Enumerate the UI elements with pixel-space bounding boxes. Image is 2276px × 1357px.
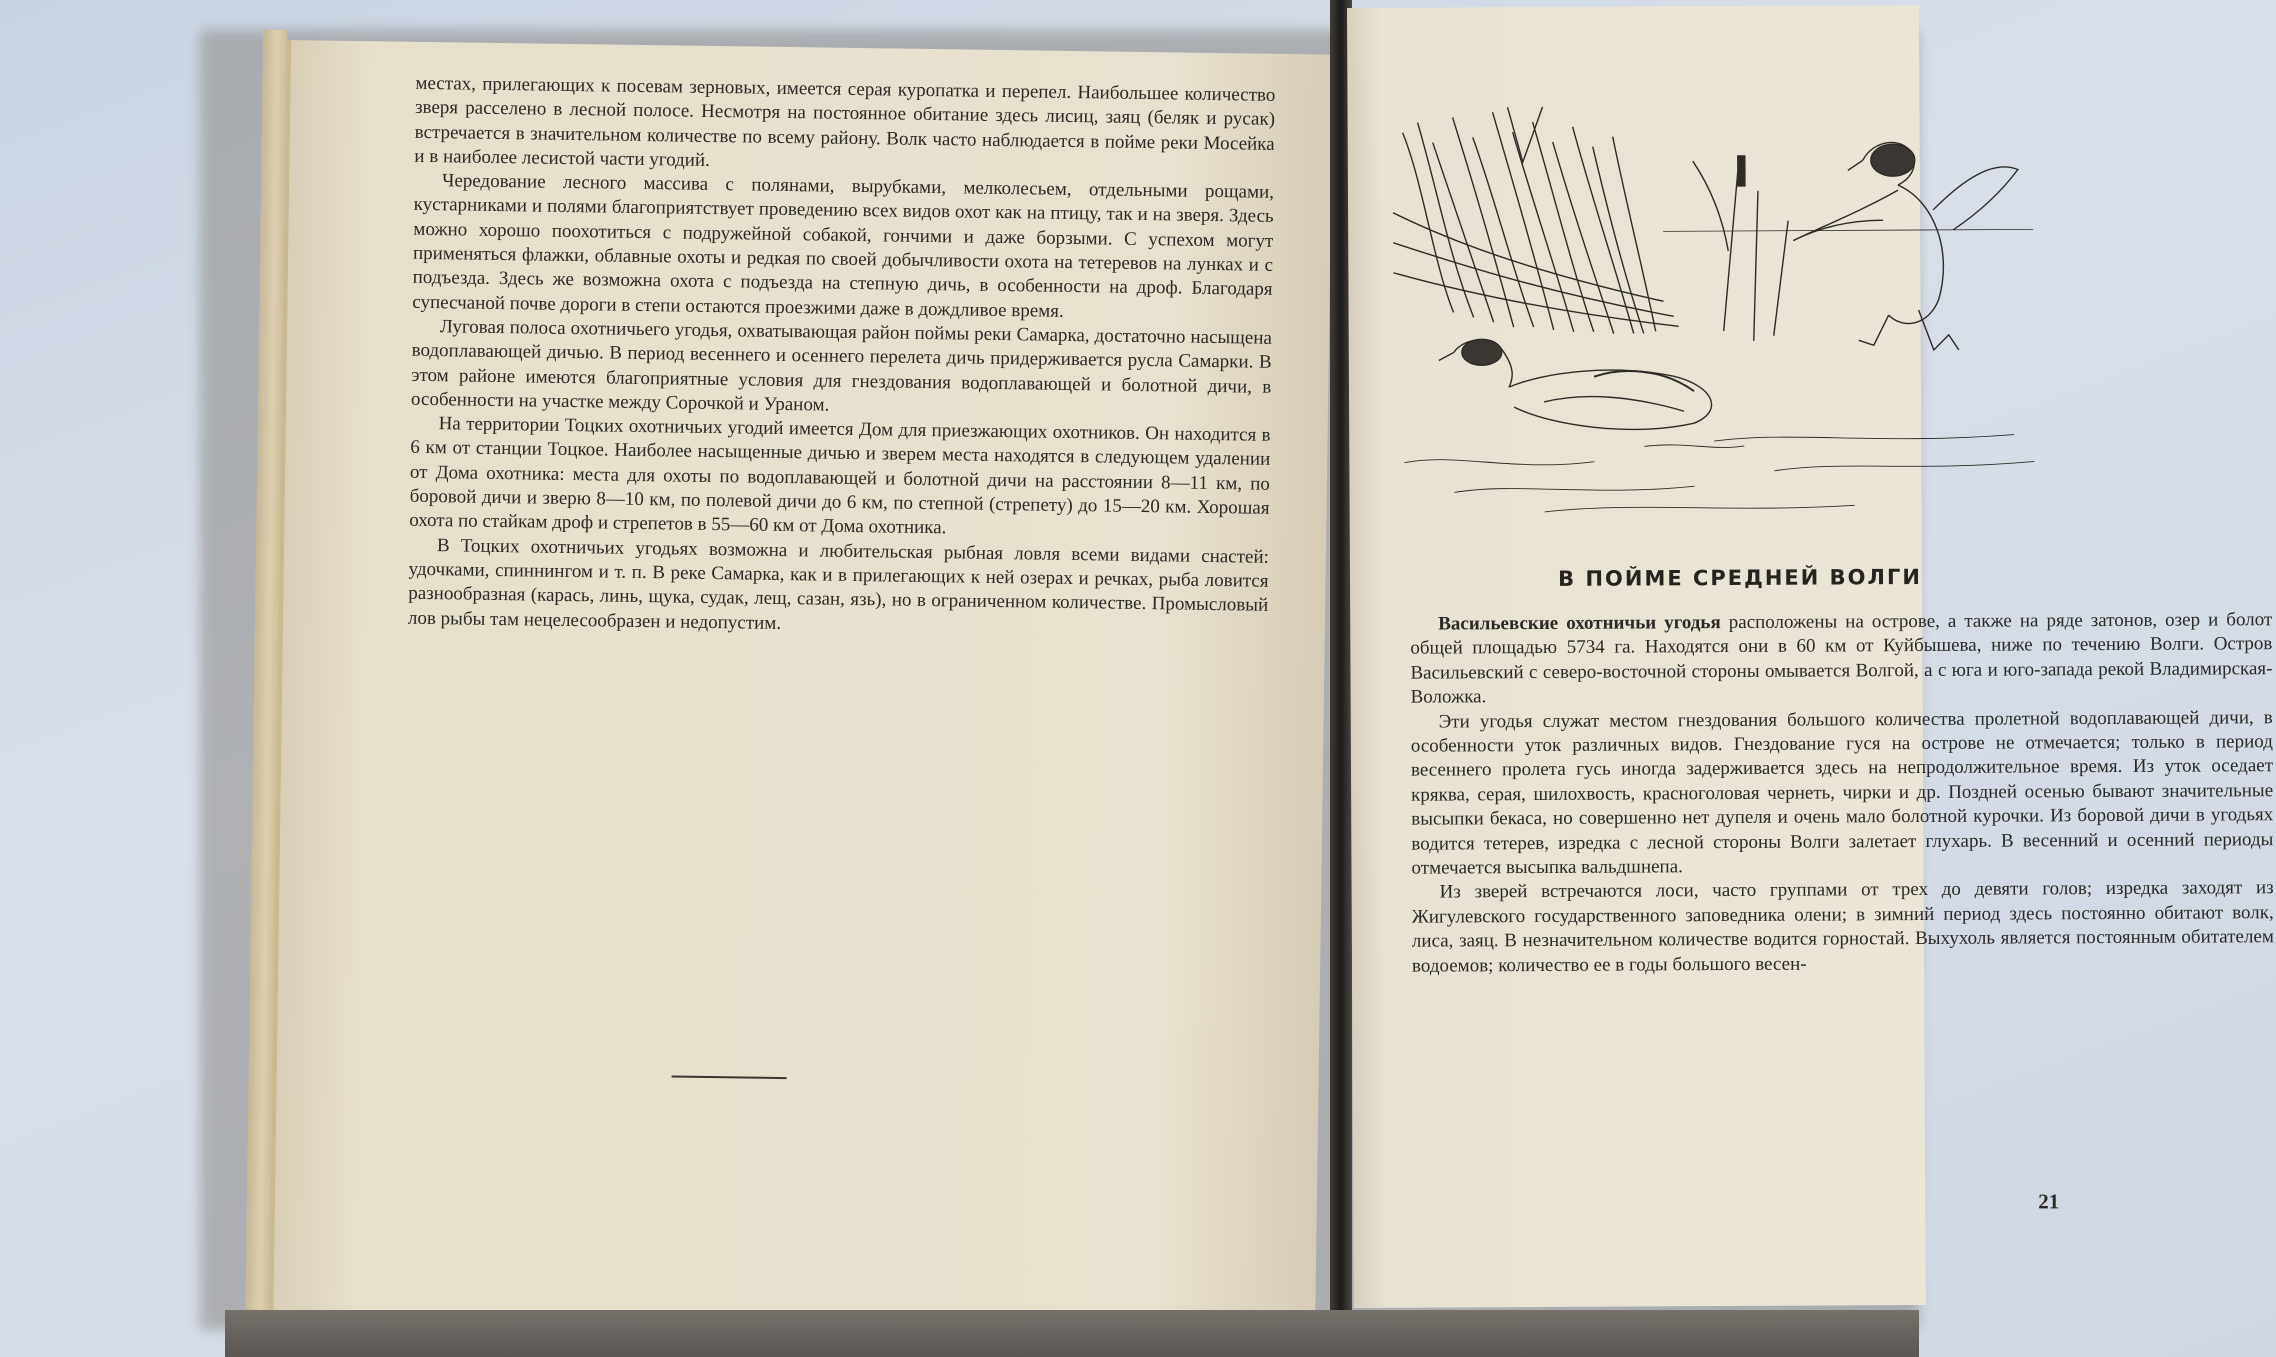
paragraph: Луговая полоса охотничьего угодья, охватывающая район поймы реки Самарка, достаточно насыщена водоплавающей дичью. В период весеннего и осеннего перелета дичь придерживается русла Самарки. В этом районе имеются благоприятные условия для гнездования водоплавающей и болотной дичи, в особенности на участке между Сорочкой и Ураном. [410, 316, 1273, 416]
lead-paragraph [1410, 608, 2272, 710]
paragraph: местах, прилегающих к посевам зерновых, имеется серая куропатка и перепел. Наибольшее количество зверя расселено в лесной полосе. Несмотря на постоянное обитание здесь лисиц, заяц (беляк и русак) встречается в значительном количестве по всему району. Волк часто наблюдается в пойме реки Мосейка и в наиболее лесистой части угодий. [414, 72, 1276, 171]
section-heading: В ПОЙМЕ СРЕДНЕЙ ВОЛГИ [1558, 564, 1922, 591]
right-page [1347, 5, 2274, 1308]
left-page [267, 40, 1333, 1325]
paragraph: В Тоцких охотничьих угодьях возможна и любительская рыбная ловля всеми видами снастей: удочками, спиннингом и т. п. В реке Самарка, как и в прилегающих к ней озерах и речках, рыба ловится разнообразная (карась, линь, щука, судак, лещ, сазан, язь), но в ограниченном количестве. Промысловый лов рыбы там нецелесообразен и недопустим. [407, 534, 1270, 634]
paragraph: Чередование лесного массива с полянами, вырубками, мелколесьем, отдельными рощами, кустарниками и полями благоприятствует проведению всех видов охот как на птицу, так и на зверя. Здесь можно хорошо поохотиться с подружейной собакой, гончими и даже борзыми. С успехом могут применяться флажки, облавные охоты и редкая по своей добычливости охота на тетеревов на лунках и с подъезда. Здесь же возможна охота с подъезда на степную дичь, в особенности на дроф. Благодаря супесчаной почве дороги в степи остаются проезжими даже в дождливое время. [412, 170, 1275, 322]
left-page-text [408, 72, 1276, 643]
lead-rest-text: расположены на острове, а также на ряде затонов, озер и болот общей площадью 5734 га. Находятся они в 60 км от Куйбышева, ниже по течению Волги. Остров Васильевский с северо-восточной стороны омывается Волгой, а с юга и юго-запада рекой Владимирская-Воложка. [1410, 609, 2273, 708]
right-page-text [1410, 608, 2274, 979]
right-paragraphs [1411, 706, 2274, 979]
ducks-on-water-illustration-icon [1392, 99, 2054, 522]
page-number: 21 [2038, 1189, 2060, 1214]
paragraph: Из зверей встречаются лоси, часто группами от трех до девяти голов; изредка заходят из Жигулевского государственного заповедника олени; в зимний период здесь постоянно обитают волк, лиса, заяц. В незначительном количестве водится горностай. Выхухоль является постоянным обитателем водоемов; количество ее в годы большого весен- [1411, 877, 2274, 977]
lead-bold-text: Васильевские охотничьи угодья [1438, 612, 1721, 635]
paragraph: На территории Тоцких охотничьих угодий имеется Дом для приезжающих охотников. Он находится в 6 км от станции Тоцкое. Наиболее насыщенные дичью и зверем места находятся в следующем удалении от Дома охотника: места для охоты по водоплавающей и болотной дичи на расстоянии 8—11 км, по боровой дичи и зверю 8—10 км, по полевой дичи до 6 км, по степной (стрепету) до 15—20 км. Хорошая охота по стайкам дроф и стрепетов в 55—60 км от Дома охотника. [409, 413, 1271, 539]
paragraph: Эти угодья служат местом гнездования большого количества пролетной водоплавающей дичи, в особенности уток различных видов. Гнездование гуся на острове не отмечается; только в период весеннего пролета гусь иногда задерживается здесь на непродолжительное время. Из уток оседает кряква, серая, шилохвость, красноголовая чернеть, чирки и др. Поздней осенью бывают значительные высыпки бекаса, но совершенно нет дупеля и очень мало болотной курочки. Из боровой дичи в угодьях водится тетерев, изредка с лесной стороны Волги залетает глухарь. В весенний и осенний периоды отмечается высыпка вальдшнепа. [1410, 706, 2274, 879]
table-surface [225, 1310, 1919, 1357]
section-divider-rule [672, 1075, 787, 1079]
book-spread [225, 0, 2274, 1357]
